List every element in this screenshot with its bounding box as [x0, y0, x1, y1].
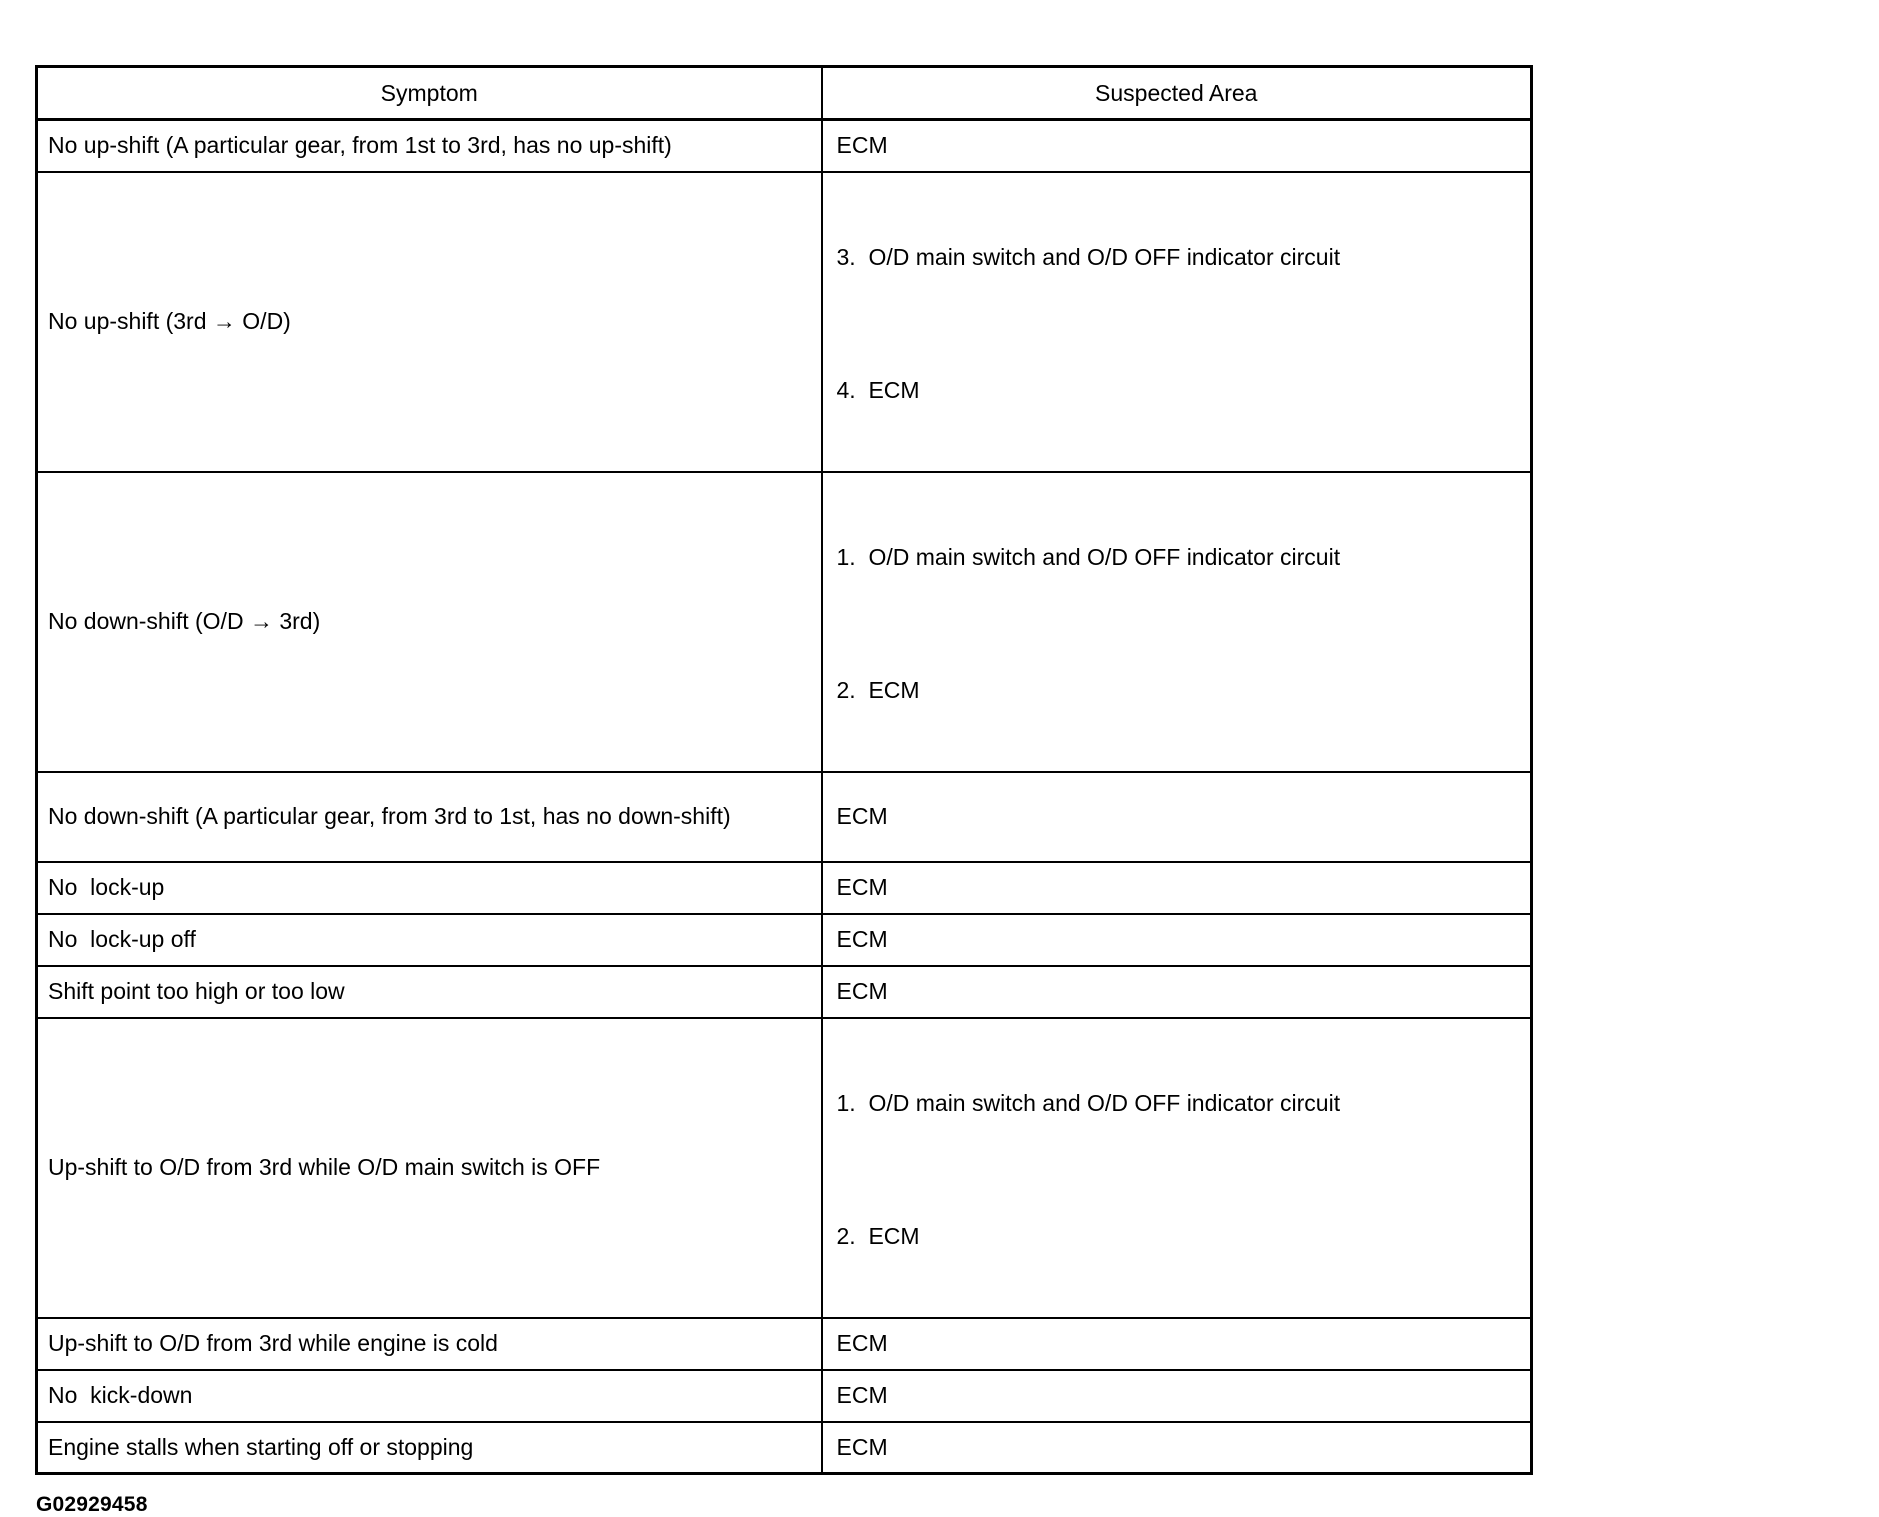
suspected-cell: ECM [822, 914, 1532, 966]
table-row [37, 1370, 1532, 1422]
symptom-cell: Engine stalls when starting off or stopping [37, 1422, 822, 1474]
header-suspected-area: Suspected Area [822, 67, 1532, 120]
suspected-item: 2. ECM [836, 677, 920, 704]
suspected-cell: ECM [822, 772, 1532, 862]
symptom-cell: No lock-up [37, 862, 822, 914]
symptom-cell: Up-shift to O/D from 3rd while engine is cold [37, 1318, 822, 1370]
suspected-cell: ECM [822, 1370, 1532, 1422]
suspected-cell: ECM [822, 1422, 1532, 1474]
symptom-cell: No up-shift (3rd → O/D) [37, 172, 822, 472]
table-row [37, 966, 1532, 1018]
symptom-cell: No lock-up off [37, 914, 822, 966]
suspected-item: 3. O/D main switch and O/D OFF indicator circuit [836, 244, 1341, 270]
symptom-cell: Up-shift to O/D from 3rd while O/D main switch is OFF [37, 1018, 822, 1318]
suspected-item: 1. O/D main switch and O/D OFF indicator circuit [836, 544, 1341, 570]
suspected-item: 1. O/D main switch and O/D OFF indicator circuit [836, 1090, 1341, 1116]
suspected-cell: ECM [822, 966, 1532, 1018]
symptom-cell: No up-shift (A particular gear, from 1st to 3rd, has no up-shift) [37, 120, 822, 172]
suspected-cell [822, 472, 1532, 772]
symptom-cell: No down-shift (A particular gear, from 3rd to 1st, has no down-shift) [37, 772, 822, 862]
symptom-cell: No down-shift (O/D → 3rd) [37, 472, 822, 772]
table-row [37, 1318, 1532, 1370]
suspected-cell: ECM [822, 862, 1532, 914]
table-row [37, 472, 1532, 772]
figure-id: G02929458 [36, 1493, 148, 1516]
header-symptom: Symptom [37, 67, 822, 120]
suspected-cell [822, 172, 1532, 472]
table-row [37, 772, 1532, 862]
symptom-table [35, 65, 1533, 1475]
symptom-cell: No kick-down [37, 1370, 822, 1422]
suspected-item: 2. ECM [836, 1223, 920, 1250]
table-row [37, 120, 1532, 172]
table-row [37, 914, 1532, 966]
table-row [37, 1422, 1532, 1474]
suspected-cell: ECM [822, 1318, 1532, 1370]
table-row [37, 172, 1532, 472]
suspected-item: 4. ECM [836, 377, 920, 404]
suspected-cell: ECM [822, 120, 1532, 172]
table-row [37, 862, 1532, 914]
symptom-cell: Shift point too high or too low [37, 966, 822, 1018]
table-header-row [37, 67, 1532, 120]
